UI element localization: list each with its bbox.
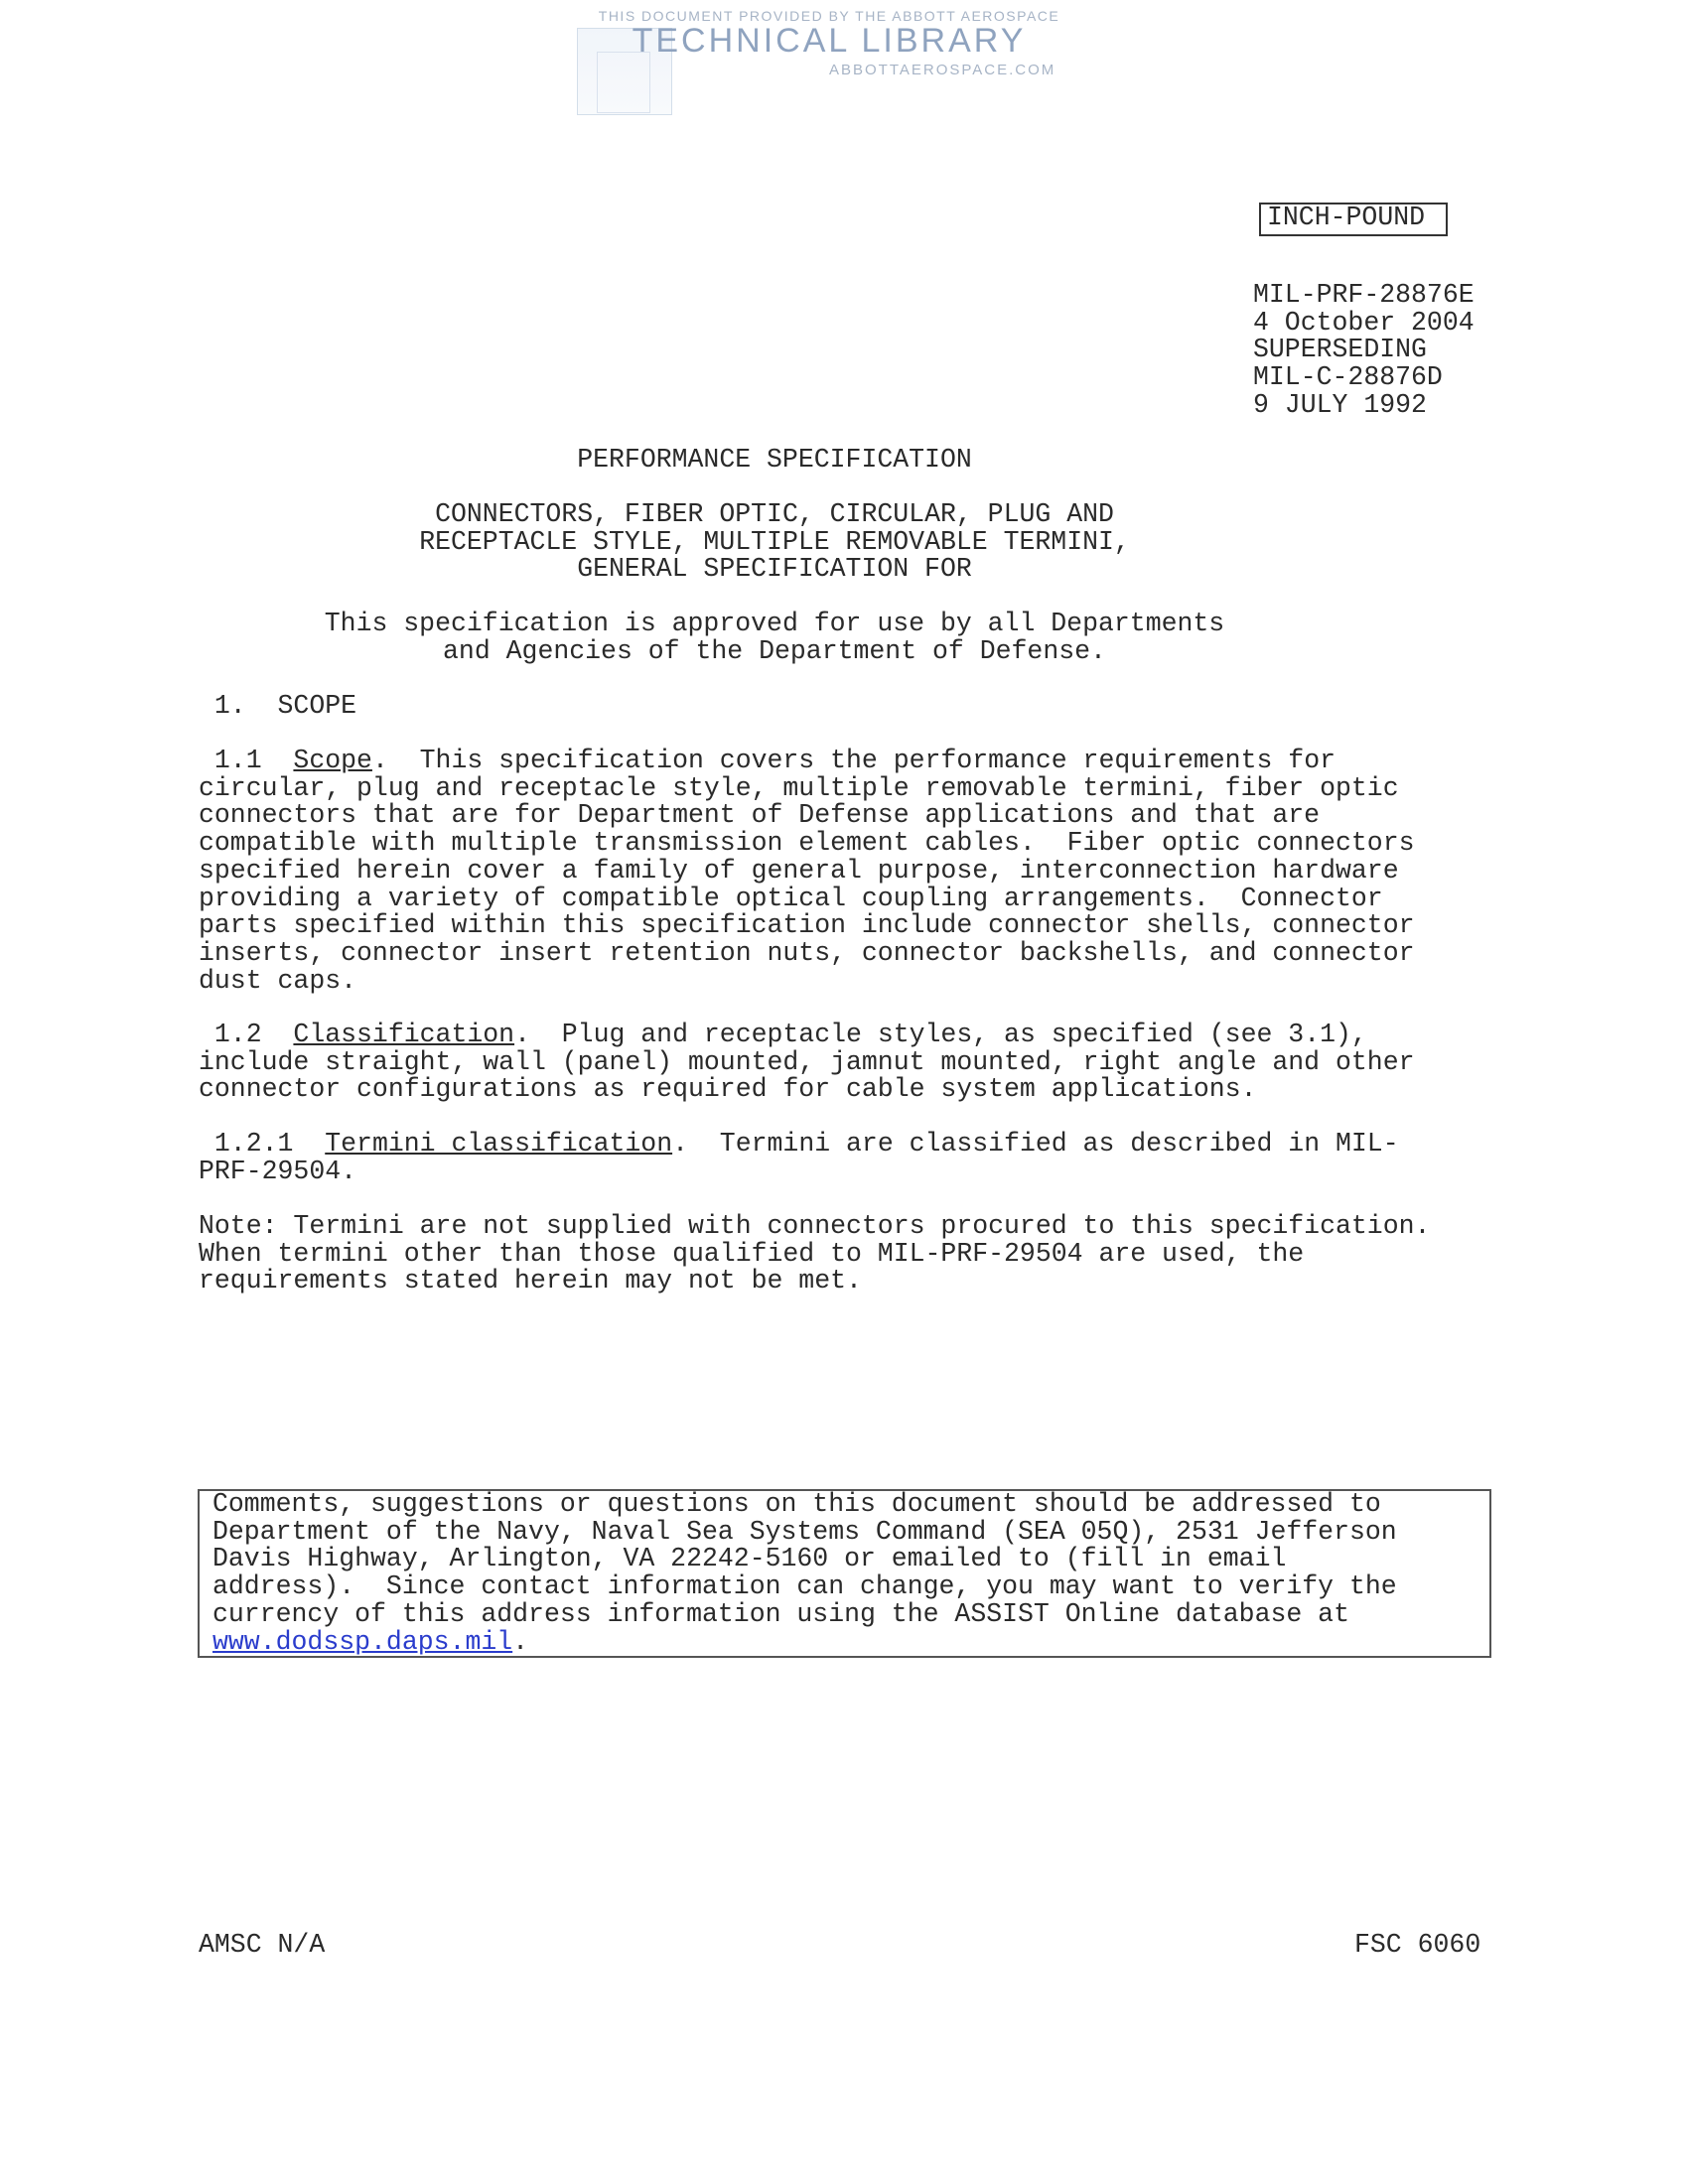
paragraph-1-2 (199, 1022, 1415, 1104)
watermark-title: TECHNICAL LIBRARY (632, 22, 1027, 60)
unit-label: INCH-POUND (1267, 203, 1426, 232)
paragraph-heading: Scope (293, 746, 372, 775)
paragraph-number: 1.2 (199, 1020, 294, 1049)
watermark-tagline: THIS DOCUMENT PROVIDED BY THE ABBOTT AEROSPACE (598, 8, 1060, 24)
paragraph-first-line: . This specification covers the performance requirements for (371, 746, 1336, 775)
paragraph-1-2-1 (199, 1131, 1399, 1185)
paragraph-body: PRF-29504. (199, 1156, 357, 1186)
title-line-1: CONNECTORS, FIBER OPTIC, CIRCULAR, PLUG AND (435, 499, 1114, 529)
footer-amsc: AMSC N/A (199, 1930, 326, 1960)
paragraph-body: circular, plug and receptacle style, multiple removable termini, fiber optic connectors that are for Department of Defense applications and that are compatible with multiple transmission element cables. Fiber optic connectors specified herein cover a family of general purpose, interconnection hardware providing a variety of compatible optical coupling arrangements. Connector parts specified within this specification include connector shells, connector inserts, connector insert retention nuts, connector backshells, and connector dust caps. (199, 772, 1415, 996)
watermark-graphic-inner (597, 52, 650, 113)
approval-line-1: This specification is approved for use by all Departments (324, 609, 1225, 638)
paragraph-1-1 (199, 748, 1415, 995)
paragraph-number: 1.1 (199, 746, 294, 775)
superseded-date: 9 JULY 1992 (1253, 389, 1427, 420)
paragraph-first-line: . Termini are classified as described in MIL- (672, 1129, 1399, 1159)
watermark-site: ABBOTTAEROSPACE.COM (829, 62, 1056, 78)
paragraph-number: 1.2.1 (199, 1129, 326, 1159)
paragraph-first-line: . Plug and receptacle styles, as specified (see 3.1), (514, 1020, 1367, 1049)
section-heading-scope: 1. SCOPE (199, 691, 357, 721)
assist-link[interactable]: www.dodssp.daps.mil (212, 1626, 513, 1657)
document-identification (1253, 282, 1475, 420)
comments-body: Comments, suggestions or questions on this document should be addressed to Department of the Navy, Naval Sea Systems Command (SEA 05Q), 2531 Jefferson Davis Highway, Arlington, VA 22242-5160 or emailed to (fill in email address). Since contact information can change, you may want to verify the currency of this address information using the ASSIST Online database at (212, 1489, 1397, 1629)
document-type: PERFORMANCE SPECIFICATION (577, 445, 972, 475)
approval-statement (0, 611, 1618, 665)
comments-period: . (512, 1626, 529, 1657)
document-title (0, 501, 1618, 584)
comments-text (212, 1491, 1397, 1656)
watermark-logo (571, 4, 1087, 113)
title-line-2: RECEPTACLE STYLE, MULTIPLE REMOVABLE TERMINI, (419, 526, 1130, 557)
title-line-3: GENERAL SPECIFICATION FOR (577, 554, 972, 585)
superseding-label: SUPERSEDING (1253, 335, 1427, 365)
paragraph-heading: Termini classification (325, 1129, 673, 1159)
approval-line-2: and Agencies of the Department of Defense. (443, 635, 1106, 666)
note-paragraph: Note: Termini are not supplied with connectors procured to this specification. When termini other than those qualified to MIL-PRF-29504 are used, the requirements stated herein may not be met. (199, 1211, 1431, 1297)
footer-fsc: FSC 6060 (1354, 1930, 1481, 1960)
doc-number: MIL-PRF-28876E (1253, 280, 1475, 310)
doc-date: 4 October 2004 (1253, 307, 1475, 338)
superseded-number: MIL-C-28876D (1253, 362, 1443, 393)
paragraph-heading: Classification (293, 1020, 515, 1049)
paragraph-body: include straight, wall (panel) mounted, jamnut mounted, right angle and other connector configurations as required for cable system applications. (199, 1046, 1415, 1105)
